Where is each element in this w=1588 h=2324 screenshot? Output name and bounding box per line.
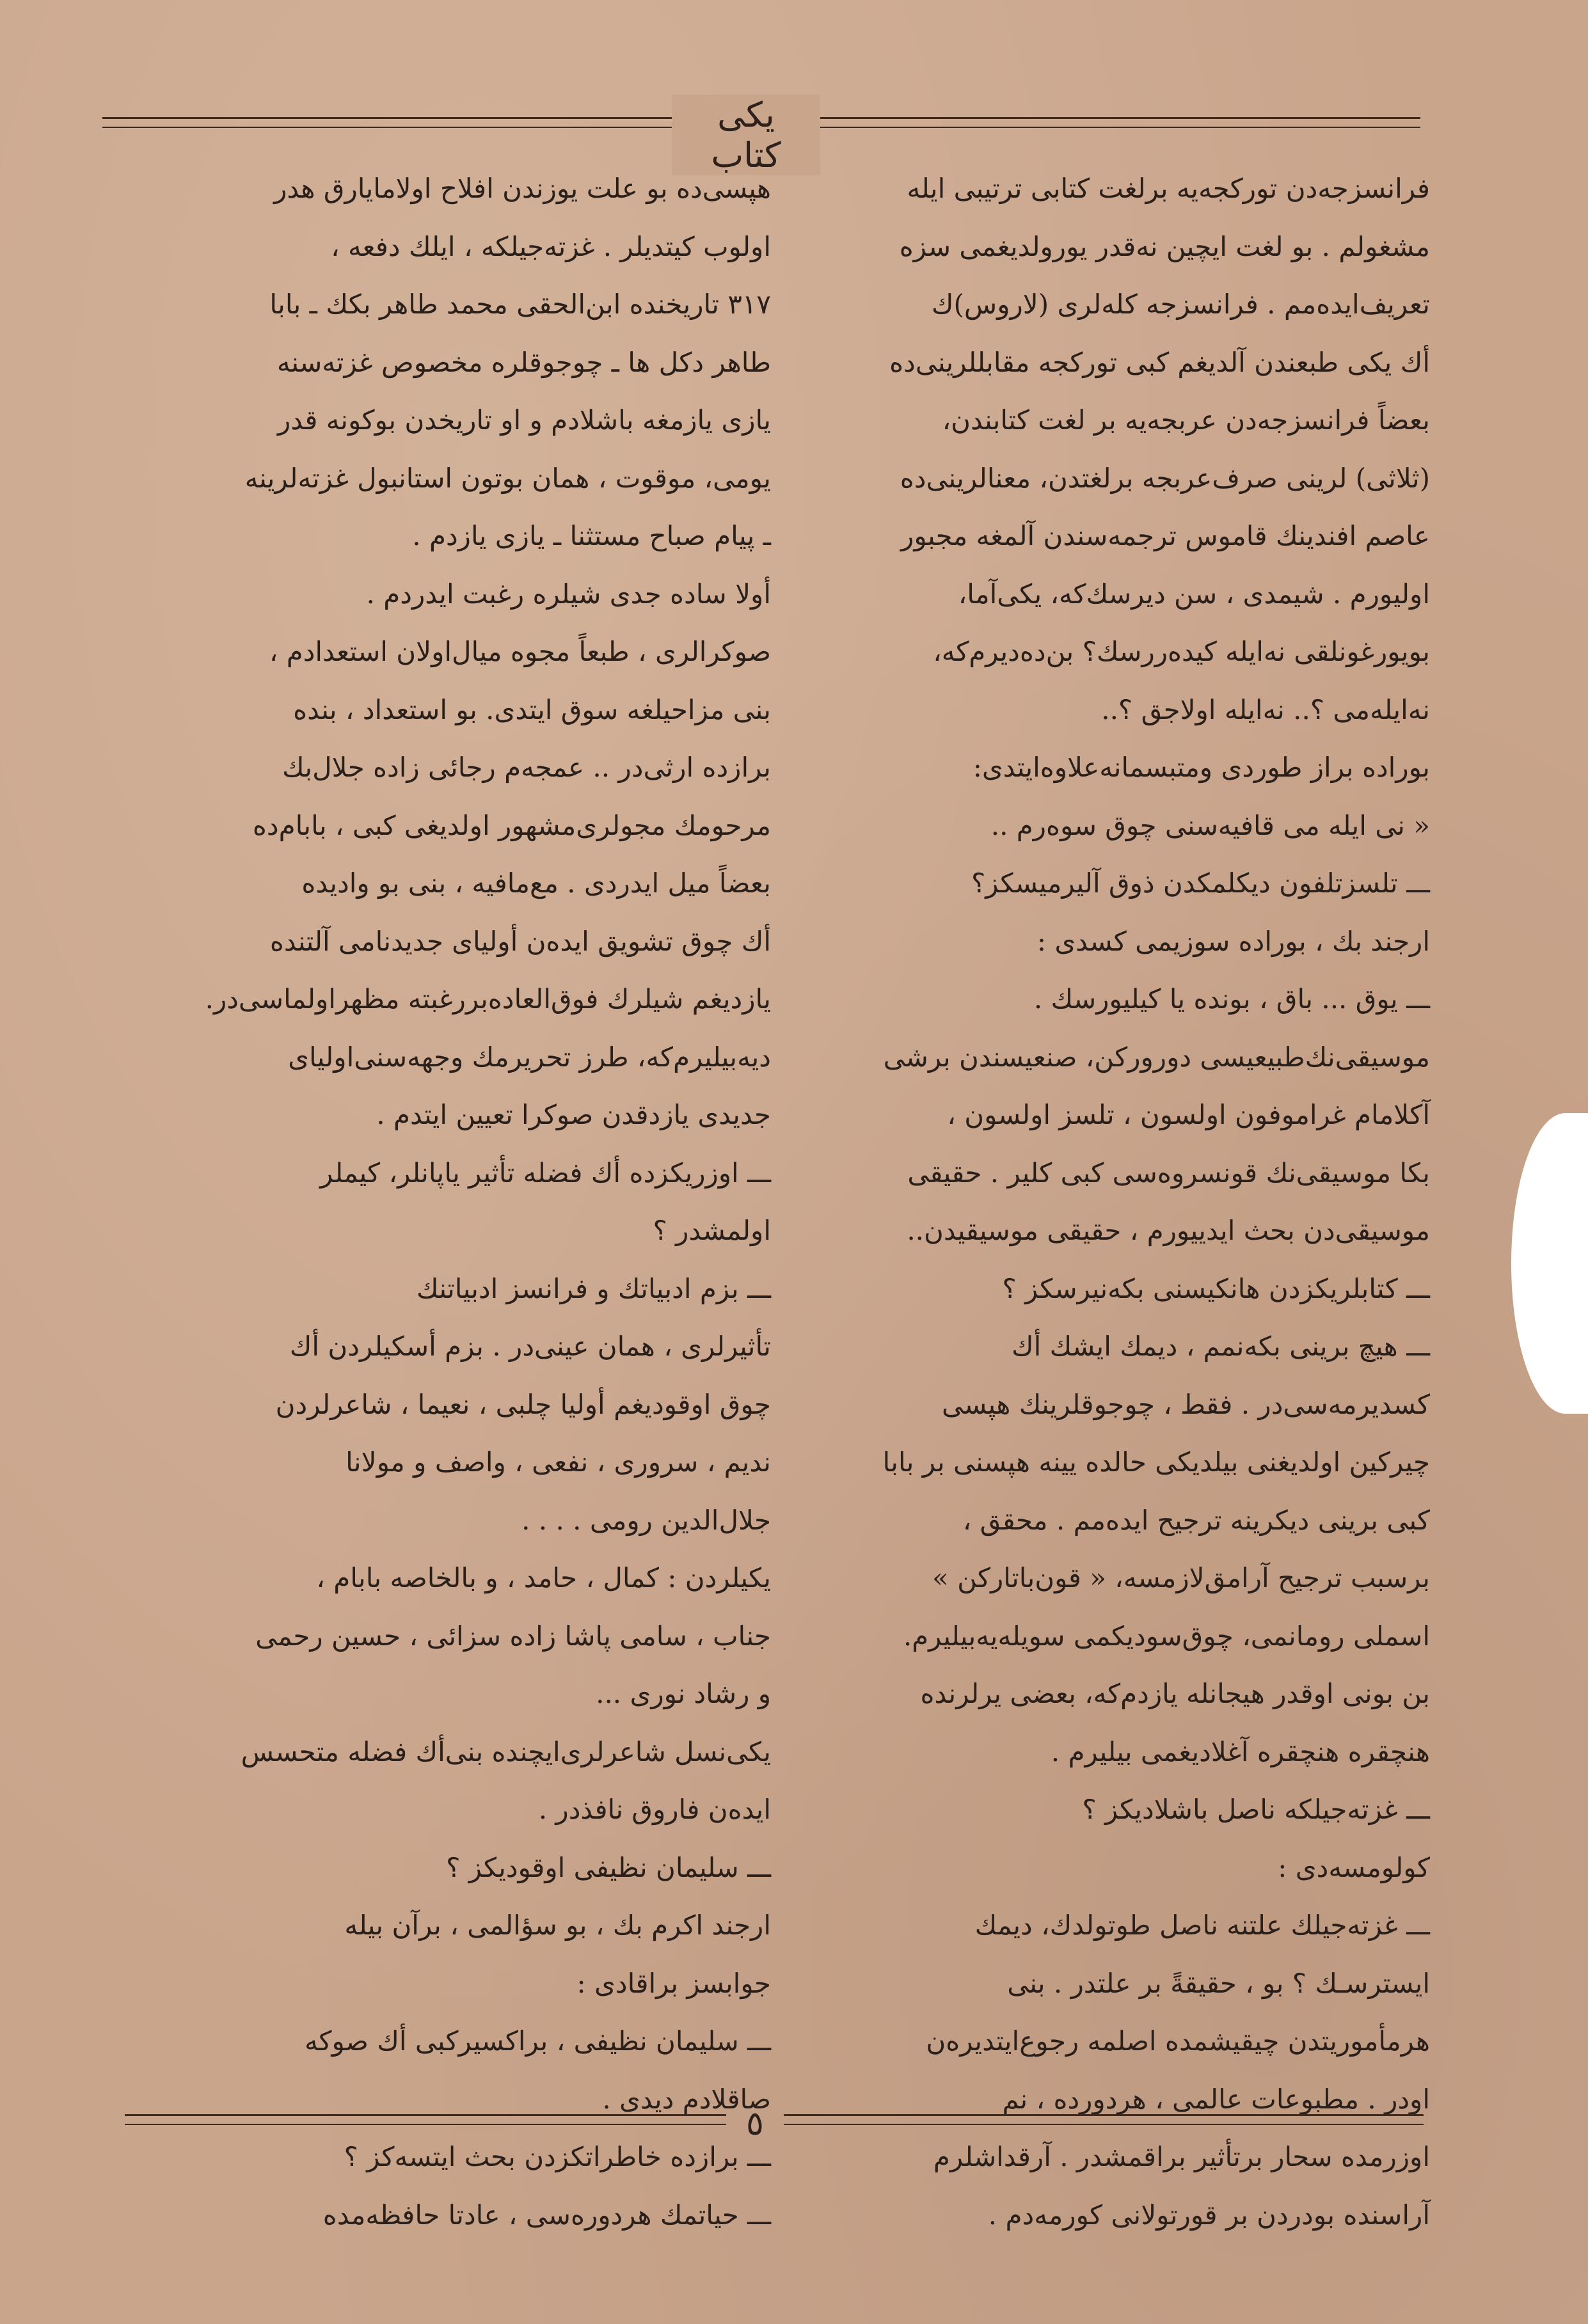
text-line: ـــ سلیمان نظیفی اوقودیکز ؟ xyxy=(446,1851,771,1883)
text-line: یازی یازمغه باشلادم و او تاریخدن بوکونه قدر xyxy=(278,404,771,436)
text-line: یازدیغم شیلرك فوق‌العاده‌بررغبته مظهراولماسی‌در. xyxy=(205,983,771,1015)
text-line: مشغولم . بو لغت ایچین نه‌قدر یورولدیغمی سزه xyxy=(899,230,1430,262)
text-line: اولمشدر ؟ xyxy=(653,1215,771,1246)
text-line: ایده‌ن فاروق نافذدر . xyxy=(538,1794,771,1825)
text-line: ارجند بك ، بوراده سوزیمی کسدی : xyxy=(1036,925,1430,957)
text-line: موسیقی‌نك‌طبیعیسی دورورکن، صنعیسندن برشی xyxy=(883,1041,1430,1073)
text-line: أولا ساده جدی شیلره رغبت ایدردم . xyxy=(366,578,771,610)
text-line: بکا موسیقی‌نك قونسروه‌سی کبی کلیر . حقیقی xyxy=(907,1157,1430,1189)
text-line: ـــ یوق ... باق ، بونده یا کیلیورسك . xyxy=(1033,983,1430,1015)
text-line: یکی‌نسل شاعرلری‌ایچنده بنی‌أك فضله متحسس xyxy=(241,1735,771,1767)
text-line: آکلامام غراموفون اولسون ، تلسز اولسون ، xyxy=(947,1099,1430,1130)
text-line: عاصم افندینك قاموس ترجمه‌سندن آلمغه مجبور xyxy=(901,520,1430,551)
text-line: « نی ایله می قافیه‌سنی چوق سوه‌رم .. xyxy=(990,809,1430,841)
text-line: کولومسه‌دی : xyxy=(1278,1851,1430,1883)
text-line: بن بونی اوقدر هیجانله یازدم‌كه، بعضی یرلرنده xyxy=(920,1678,1430,1709)
text-line: ـــ برازده خاطراتکزدن بحث ایتسه‌کز ؟ xyxy=(344,2141,771,2172)
text-line: ٣١٧ تاریخنده ابن‌الحقی محمد طاهر بکك ـ بابا xyxy=(269,289,771,320)
text-line: بوراده براز طوردی ومتبسمانه‌علاوه‌ایتدی: xyxy=(973,752,1430,783)
text-line: اولوب کیتدیلر . غزته‌جیلکه ، ایلك دفعه ، xyxy=(331,230,771,262)
text-line: اسملی رومانمی، چوق‌سودیکمی سویله‌یه‌بیلیرم. xyxy=(903,1620,1430,1652)
text-line: و رشاد نوری ... xyxy=(596,1678,771,1709)
text-line: چیرکین اولدیغنی بیلدیکی حالده یینه هپسنی بر بابا xyxy=(882,1446,1430,1478)
text-line: ـــ بزم ادبیاتك و فرانسز ادبیاتنك xyxy=(417,1272,771,1304)
text-line: نه‌ایله‌می ؟.. نه‌ایله اولاجق ؟.. xyxy=(1101,693,1430,725)
header-rule-bottom-left xyxy=(102,127,678,128)
page-number: ٥ xyxy=(746,2105,764,2143)
header-rule-bottom-right xyxy=(813,127,1420,128)
text-line: ـــ حیاتمك هردوره‌سی ، عادتا حافظه‌مده xyxy=(322,2199,771,2231)
text-line: فرانسزجه‌دن تورکجه‌یه برلغت کتابی ترتیبی ایله xyxy=(907,173,1430,204)
text-line: ـــ اوزریکزده أك فضله تأثیر یاپانلر، کیملر xyxy=(320,1157,771,1189)
text-line: اولیورم . شیمدی ، سن دیرسك‌كه، یکی‌آما، xyxy=(958,578,1430,610)
text-line: چوق اوقودیغم أولیا چلبی ، نعیما ، شاعرلردن xyxy=(275,1388,771,1420)
text-line: مرحومك مجولری‌مشهور اولدیغی کبی ، بابام‌ده xyxy=(252,809,771,841)
text-line: ـــ هیچ برینی بکه‌نمم ، دیمك ایشك أك xyxy=(1012,1331,1430,1362)
text-line: کبی برینی دیکرینه ترجیح ایده‌مم . محقق ، xyxy=(962,1504,1430,1536)
text-line: کسدیرمه‌سی‌در . فقط ، چوجوقلرینك هپسی xyxy=(942,1388,1430,1420)
running-header-title: یکی کتاب xyxy=(672,95,820,175)
text-line: یکیلردن : کمال ، حامد ، و بالخاصه بابام ، xyxy=(316,1562,771,1593)
text-line: ـــ کتابلریکزدن هانکیسنی بکه‌نیرسکز ؟ xyxy=(1002,1272,1430,1304)
text-line: اوزرمده سحار برتأثیر براقمشدر . آرقداشلرم xyxy=(933,2141,1430,2172)
footer-rule-top-left xyxy=(125,2114,726,2116)
text-line: هنچقره هنچقره آغلادیغمی بیلیرم . xyxy=(1051,1735,1430,1767)
text-line: آراسنده بودردن بر قورتولانی کورمه‌دم . xyxy=(988,2199,1430,2231)
text-line: طاهر دکل ها ـ چوجوقلره مخصوص غزته‌سنه xyxy=(276,346,771,378)
text-line: جدیدی یازدقدن صوکرا تعیین ایتدم . xyxy=(376,1099,771,1130)
text-line: أك چوق تشویق ایده‌ن أولیای جدیدنامی آلتنده xyxy=(269,925,771,957)
footer-rule-top-right xyxy=(784,2114,1424,2116)
text-line: یومی، موقوت ، همان بوتون استانبول غزته‌لرینه xyxy=(244,462,771,494)
text-line: بعضاً میل ایدردی . مع‌مافیه ، بنی بو وادیده xyxy=(301,867,771,899)
text-line: ـــ غزته‌جیلکه ناصل باشلادیکز ؟ xyxy=(1082,1794,1430,1825)
text-line: بویورغونلقی نه‌ایله کیده‌ررسك؟ بن‌ده‌دیرم‌كه، xyxy=(933,636,1430,667)
footer-rule-bottom-right xyxy=(784,2124,1424,2125)
text-line: اودر . مطبوعات عالمی ، هردورده ، نم xyxy=(1002,2083,1430,2115)
text-line: ـــ سلیمان نظیفی ، براکسیرکبی أك صوکه xyxy=(304,2025,771,2057)
text-line: برسبب ترجیح آرامق‌لازمسه، « قون‌باتارکن » xyxy=(932,1562,1430,1593)
text-line: جوابسز براقادی : xyxy=(576,1967,771,1999)
text-line: ندیم ، سروری ، نفعی ، واصف و مولانا xyxy=(345,1446,771,1478)
right-column xyxy=(787,160,1430,2244)
text-line: ارجند اکرم بك ، بو سؤالمی ، برآن بیله xyxy=(344,1909,771,1941)
header-rule-top-left xyxy=(102,117,678,119)
text-line: صاقلادم دیدی . xyxy=(602,2083,771,2115)
torn-edge xyxy=(1511,1113,1588,1414)
text-line: موسیقی‌دن بحث ایدییورم ، حقیقی موسیقیدن.. xyxy=(907,1215,1430,1246)
text-line: تعریف‌ایده‌مم . فرانسزجه کله‌لری (لاروس)ك xyxy=(931,289,1430,320)
text-line: جلال‌الدین رومی . . . . xyxy=(521,1504,771,1536)
text-line: (ثلاثی) لرینی صرف‌عربجه برلغتدن، معنالرینی‌ده xyxy=(900,462,1430,494)
text-line: ـ پیام صباح مستثنا ـ یازی یازدم . xyxy=(412,520,771,551)
text-line: هپسی‌ده بو علت یوزندن افلاح اولامایارق هدر xyxy=(274,173,771,204)
text-line: ایسترسـك ؟ بو ، حقیقةً بر علتدر . بنی xyxy=(1007,1967,1430,1999)
text-line: جناب ، سامی پاشا زاده سزائی ، حسین رحمی xyxy=(255,1620,771,1652)
text-line: أك یکی طبعندن آلدیغم کبی تورکجه مقابللرینی‌ده xyxy=(889,346,1430,378)
text-line: ـــ تلسز‌تلفون دیکلمکدن ذوق آلیرمیسکز؟ xyxy=(971,867,1430,899)
footer-rule-bottom-left xyxy=(125,2124,726,2125)
text-line: هرمأموریتدن چیقیشمده اصلمه رجوع‌ایتدیره‌ن xyxy=(926,2025,1430,2057)
text-line: تأثیرلری ، همان عینی‌در . بزم أسکیلردن أك xyxy=(289,1331,771,1362)
text-line: بعضاً فرانسزجه‌دن عربجه‌یه بر لغت کتابندن، xyxy=(942,404,1430,436)
text-line: دیه‌بیلیرم‌كه، طرز تحریرمك وجهه‌سنی‌اولیای xyxy=(288,1041,771,1073)
left-column xyxy=(128,160,771,2244)
text-line: صوکرالری ، طبعاً مجوه میال‌اولان استعدادم ، xyxy=(269,636,771,667)
text-line: برازده ارثی‌در .. عمجه‌م رجائی زاده جلال‌بك xyxy=(282,752,771,783)
header-rule-top-right xyxy=(813,117,1420,119)
text-line: بنی مزاحیلغه سوق ایتدی. بو استعداد ، بنده xyxy=(293,693,771,725)
text-line: ـــ غزته‌جیلك علتنه ناصل طوتولدك، دیمك xyxy=(974,1909,1430,1941)
